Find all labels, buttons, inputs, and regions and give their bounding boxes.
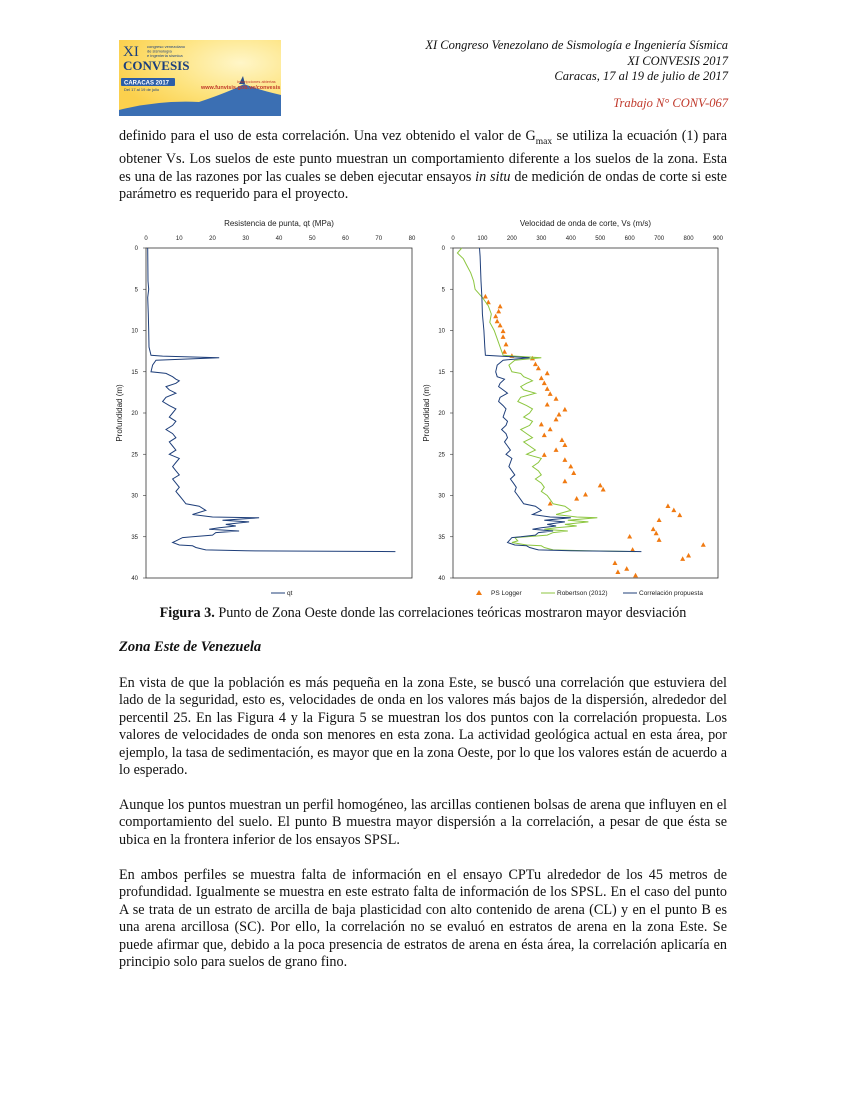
data-point-ps-logger — [554, 396, 559, 401]
logo-small-1: congreso venezolano — [147, 44, 186, 49]
legend-label: Correlación propuesta — [639, 590, 703, 597]
y-tick-label: 0 — [441, 246, 445, 252]
plot-frame — [453, 248, 718, 578]
header-line-3: Caracas, 17 al 19 de julio de 2017 — [554, 69, 728, 83]
x-tick-label: 80 — [408, 236, 416, 242]
data-point-ps-logger — [557, 412, 562, 417]
data-point-ps-logger — [536, 366, 541, 371]
convesis-logo — [119, 40, 281, 116]
y-tick-label: 20 — [438, 411, 445, 417]
series-line-2 — [457, 248, 635, 552]
y-tick-label: 35 — [438, 534, 445, 541]
data-point-ps-logger — [671, 508, 676, 513]
figure-caption — [119, 605, 727, 622]
x-tick-label: 300 — [536, 236, 547, 242]
y-tick-label: 30 — [438, 493, 445, 500]
plot-frame — [146, 248, 412, 578]
y-tick-label: 40 — [438, 576, 445, 582]
data-point-ps-logger — [542, 432, 547, 437]
intro-italic: in situ — [475, 168, 511, 185]
logo-badge-dates: Del 17 al 19 de julio — [124, 87, 160, 92]
logo-small-3: e ingeniería sísmica — [147, 53, 183, 58]
y-tick-label: 30 — [131, 493, 138, 500]
logo-name: CONVESIS — [123, 58, 190, 73]
data-point-ps-logger — [657, 517, 662, 522]
series-line-1 — [148, 248, 396, 552]
logo-small-2: de sismología — [147, 48, 172, 54]
section-heading: Zona Este de Venezuela — [119, 639, 262, 655]
data-point-ps-logger — [633, 573, 638, 578]
data-point-ps-logger — [657, 537, 662, 542]
intro-text-2: se utiliza la ecuación (1) para obtener Vs. Los suelos de este punto muestran un comportamiento diferente a los suelos de la zona. Esta es una de las razones por las cuales se deben ejecutar ensayos — [119, 128, 727, 185]
y-tick-label: 20 — [131, 411, 138, 417]
x-tick-label: 70 — [375, 236, 383, 242]
data-point-ps-logger — [498, 323, 503, 328]
x-tick-label: 0 — [144, 236, 148, 242]
data-point-ps-logger — [651, 527, 656, 532]
intro-subscript: max — [535, 136, 553, 147]
x-tick-label: 600 — [624, 236, 635, 242]
y-axis-label: Profundidad (m) — [422, 384, 431, 442]
y-tick-label: 25 — [438, 452, 445, 459]
y-tick-label: 15 — [438, 369, 445, 376]
series-line-3 — [480, 248, 642, 552]
data-point-ps-logger — [548, 427, 553, 432]
x-tick-label: 60 — [342, 236, 349, 242]
paragraph-2: Aunque los puntos muestran un perfil homogéneo, las arcillas contienen bolsas de arena que influyen en el comportamiento del suelo. El punto B muestra mayor dispersión a la correlación, a pesar de que ésta se ubica en la frontera inferior de los ensayos SPSL. — [119, 797, 727, 848]
paragraph-1: En vista de que la población es más pequeña en la zona Este, se buscó una correlación que estuviera del lado de la seguridad, esto es, velocidades de onda en los valores más bajos de la dispersión, alrededor del percentil 25. En las Figura 4 y la Figura 5 se muestran los dos puntos con la correlación propuesta. Los valores de velocidades de onda son menores en esta zona. La actividad geológica actual en esta área, por ejemplo, la tasa de sedimentación, es mayor que en la zona Oeste, por lo que los valores están de acuerdo a lo esperado. — [119, 675, 727, 779]
data-point-ps-logger — [533, 362, 538, 367]
data-point-ps-logger — [493, 314, 498, 319]
data-point-ps-logger — [627, 534, 632, 539]
data-point-ps-logger — [654, 531, 659, 536]
data-point-ps-logger — [545, 386, 550, 391]
x-tick-label: 700 — [654, 236, 665, 242]
data-point-ps-logger — [548, 391, 553, 396]
logo-graphic — [119, 40, 281, 116]
data-point-ps-logger — [483, 294, 488, 299]
data-point-ps-logger — [501, 334, 506, 339]
data-point-ps-logger — [598, 483, 603, 488]
data-point-ps-logger — [562, 457, 567, 462]
y-axis-label: Profundidad (m) — [115, 384, 124, 442]
x-tick-label: 0 — [451, 236, 455, 242]
data-point-ps-logger — [504, 342, 509, 347]
data-point-ps-logger — [562, 407, 567, 412]
x-tick-label: 10 — [175, 236, 183, 242]
x-tick-label: 500 — [595, 236, 606, 242]
x-tick-label: 200 — [506, 236, 517, 242]
legend-label: PS Logger — [491, 590, 522, 597]
caption-label: Figura 3. — [159, 605, 215, 621]
logo-url: www.funvisis.gob.ve/convesis — [201, 85, 281, 91]
header-line-1: XI Congreso Venezolano de Sismología e Ingeniería Sísmica — [425, 38, 728, 52]
data-point-ps-logger — [680, 556, 685, 561]
caption-text: Punto de Zona Oeste donde las correlaciones teóricas mostraron mayor desviación — [214, 605, 687, 621]
y-tick-label: 5 — [441, 287, 445, 294]
legend-marker — [476, 590, 482, 595]
legend-label: Robertson (2012) — [557, 590, 608, 597]
x-tick-label: 50 — [308, 236, 316, 242]
data-point-ps-logger — [677, 513, 682, 518]
y-tick-label: 5 — [134, 287, 138, 294]
data-point-ps-logger — [568, 464, 573, 469]
x-tick-label: 30 — [242, 236, 250, 242]
logo-badge: CARACAS 2017 — [124, 80, 170, 87]
logo-roman: XI — [123, 44, 139, 60]
data-point-ps-logger — [624, 566, 629, 571]
x-tick-label: 40 — [275, 236, 283, 242]
data-point-ps-logger — [542, 381, 547, 386]
data-point-ps-logger — [539, 422, 544, 427]
data-point-ps-logger — [545, 402, 550, 407]
y-tick-label: 40 — [131, 576, 138, 582]
vs-depth-chart — [418, 211, 730, 603]
y-tick-label: 35 — [131, 534, 138, 541]
data-point-ps-logger — [539, 376, 544, 381]
logo-enroll: Inscripciones abiertas — [237, 79, 276, 84]
data-point-ps-logger — [665, 503, 670, 508]
data-point-ps-logger — [542, 452, 547, 457]
data-point-ps-logger — [701, 542, 706, 547]
data-point-ps-logger — [562, 442, 567, 447]
data-point-ps-logger — [559, 437, 564, 442]
y-tick-label: 15 — [131, 369, 138, 376]
data-point-ps-logger — [498, 304, 503, 309]
data-point-ps-logger — [554, 417, 559, 422]
data-point-ps-logger — [496, 309, 501, 314]
chart-title: Resistencia de punta, qt (MPa) — [224, 219, 334, 228]
data-point-ps-logger — [554, 447, 559, 452]
data-point-ps-logger — [562, 479, 567, 484]
data-point-ps-logger — [495, 319, 500, 324]
x-tick-label: 900 — [712, 236, 724, 242]
intro-paragraph — [119, 128, 727, 203]
data-point-ps-logger — [612, 560, 617, 565]
y-tick-label: 25 — [131, 452, 138, 459]
data-point-ps-logger — [545, 371, 550, 376]
x-tick-label: 20 — [209, 236, 216, 242]
intro-text-3: de medición de ondas de corte si este parámetro es requerido para el proyecto. — [119, 168, 727, 203]
y-tick-label: 10 — [131, 328, 138, 335]
x-tick-label: 100 — [477, 236, 488, 242]
data-point-ps-logger — [501, 329, 506, 334]
data-point-ps-logger — [686, 553, 691, 558]
qt-depth-chart — [113, 211, 423, 603]
paper-code: Trabajo N° CONV-067 — [613, 95, 728, 110]
x-tick-label: 400 — [565, 236, 576, 242]
chart-title: Velocidad de onda de corte, Vs (m/s) — [519, 219, 652, 228]
y-tick-label: 10 — [438, 328, 445, 335]
y-tick-label: 0 — [134, 246, 138, 252]
data-point-ps-logger — [571, 470, 576, 475]
header-line-2: XI CONVESIS 2017 — [627, 53, 728, 68]
page-header — [425, 38, 728, 111]
legend-label: qt — [287, 590, 293, 597]
x-tick-label: 800 — [683, 236, 694, 242]
data-point-ps-logger — [574, 496, 579, 501]
intro-text-1: definido para el uso de esta correlación. Una vez obtenido el valor de G — [119, 128, 536, 144]
data-point-ps-logger — [583, 492, 588, 497]
data-point-ps-logger — [601, 487, 606, 492]
paragraph-3: En ambos perfiles se muestra falta de información en el ensayo CPTu alrededor de los 45 metros de profundidad. Igualmente se muestra en este estrato falta de información de los SPSL. En el caso del punto A se trata de un estrato de arcilla de baja plasticidad con alto contenido de arena (CL) y en el punto B es una arena arcillosa (SC). Por ello, la correlación no se evaluó en estratos de arena en la zona Este. Se puede afirmar que, debido a la poca presencia de estratos de arena en ésta área, la correlación aplicaría en principio solo para suelos de grano fino. — [119, 867, 727, 971]
data-point-ps-logger — [615, 569, 620, 574]
